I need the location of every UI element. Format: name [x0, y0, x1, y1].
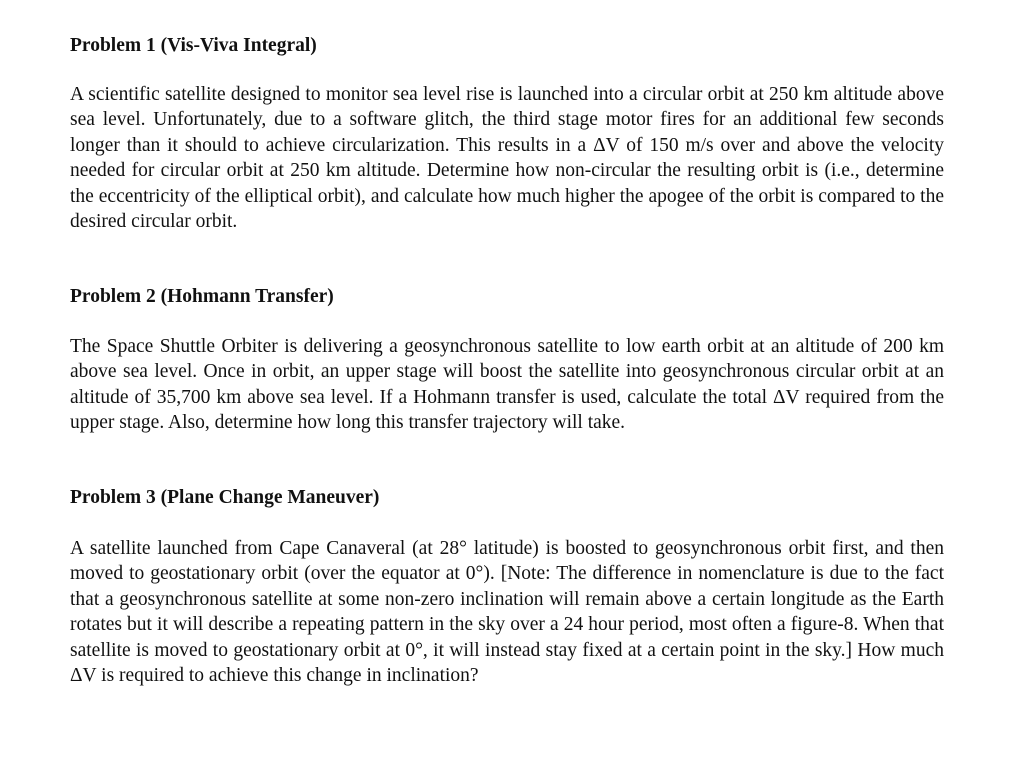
problem-3-title: Problem 3 (Plane Change Maneuver)	[70, 487, 380, 508]
problem-2	[70, 285, 944, 434]
problem-3	[70, 486, 944, 687]
problem-3-body: A satellite launched from Cape Canaveral (at 28° latitude) is boosted to geosynchronous orbit first, and then moved to geostationary orbit (over the equator at 0°). [Note: The difference in nomenclature is due to the fact that a geosynchronous satellite at some non-zero inclination will remain above a certain longitude as the Earth rotates but it will describe a repeating pattern in the sky over a 24 hour period, most often a figure-8. When that satellite is moved to geostationary orbit at 0°, it will instead stay fixed at a certain point in the sky.] How much ΔV is required to achieve this change in inclination?	[70, 538, 944, 687]
problem-1	[70, 34, 944, 233]
problem-2-body: The Space Shuttle Orbiter is delivering a geosynchronous satellite to low earth orbit at an altitude of 200 km above sea level. Once in orbit, an upper stage will boost the satellite into geosynchronous circular orbit at an altitude of 35,700 km above sea level. If a Hohmann transfer is used, calculate the total ΔV required from the upper stage. Also, determine how long this transfer trajectory will take.	[70, 336, 944, 434]
problem-1-body: A scientific satellite designed to monitor sea level rise is launched into a circular orbit at 250 km altitude above sea level. Unfortunately, due to a software glitch, the third stage motor fires for an additional few seconds longer than it should to achieve circularization. This results in a ΔV of 150 m/s over and above the velocity needed for circular orbit at 250 km altitude. Determine how non-circular the resulting orbit is (i.e., determine the eccentricity of the elliptical orbit), and calculate how much higher the apogee of the orbit is compared to the desired circular orbit.	[70, 84, 944, 233]
problem-1-title: Problem 1 (Vis-Viva Integral)	[70, 35, 317, 56]
problem-2-title: Problem 2 (Hohmann Transfer)	[70, 286, 334, 307]
